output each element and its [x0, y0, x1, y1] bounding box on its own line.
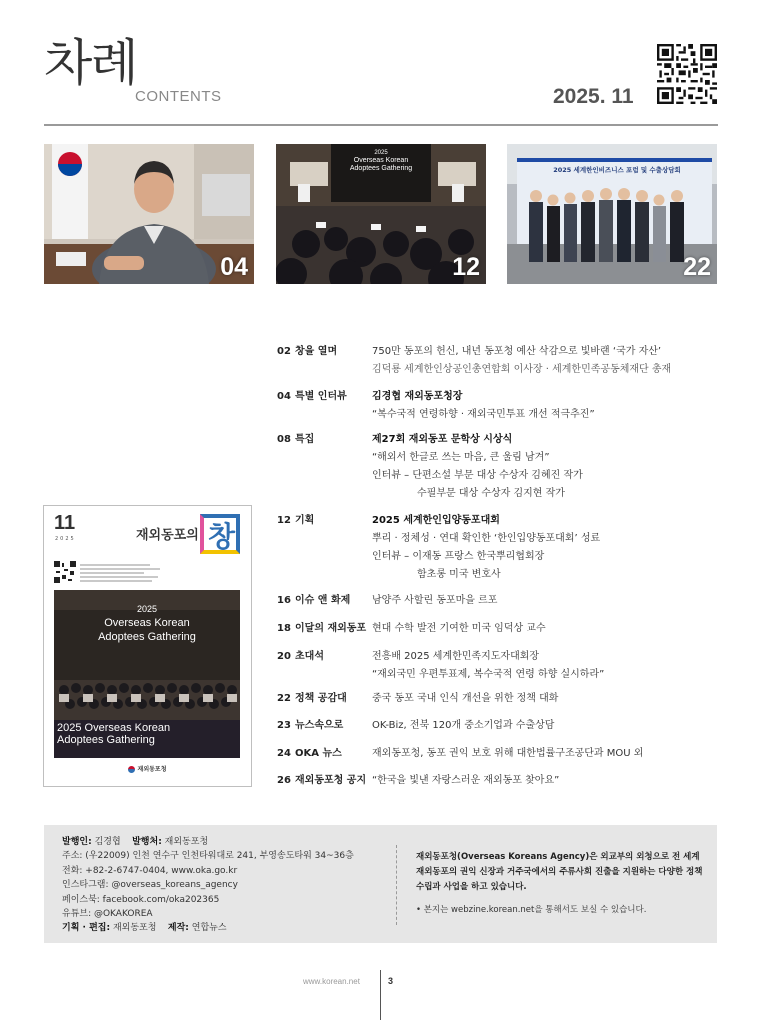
- publisher-label: 발행인:: [62, 837, 92, 847]
- footer-url[interactable]: www.korean.net: [303, 977, 360, 986]
- agency-description: 재외동포청(Overseas Koreans Agency)은 외교부의 외청으로 전 세계 재외동포의 권익 신장과 거주국에서의 주류사회 진출을 지원하는 다양한 정책 수립과 사업을 하고 있습니다.: [416, 852, 703, 892]
- toc-section-label: 특별 인터뷰: [295, 391, 347, 402]
- youtube[interactable]: 유튜브: @OKAKOREA: [62, 909, 153, 920]
- toc-section-label: 재외동포청 공지: [295, 775, 367, 786]
- toc-line: 인터뷰 – 단편소설 부문 대상 수상자 김혜진 작가: [372, 470, 583, 481]
- cover-photo-year: 2025: [136, 604, 158, 614]
- colophon-divider: [396, 845, 397, 925]
- cover-caption-line2: Adoptees Gathering: [57, 734, 155, 746]
- planning-label: 기획 · 편집:: [62, 923, 111, 934]
- toc-page-number: 16: [277, 595, 291, 606]
- page-title: 차례: [44, 34, 137, 92]
- cover-photo-line1: Overseas Korean: [104, 617, 190, 629]
- photo-interview[interactable]: [44, 144, 254, 284]
- agency-info: [416, 850, 706, 918]
- toc-page-number: 08: [277, 434, 291, 445]
- publisher-emblem-icon: [128, 766, 135, 773]
- toc-page-number: 04: [277, 391, 291, 402]
- facebook[interactable]: 페이스북: facebook.com/oka202365: [62, 894, 220, 905]
- phone-website[interactable]: 전화: +82-2-6747-0404, www.oka.go.kr: [62, 865, 238, 876]
- toc-entry[interactable]: [277, 772, 727, 790]
- page-subtitle: CONTENTS: [135, 88, 222, 105]
- colophon-details: [62, 835, 354, 936]
- toc-page-number: 26: [277, 775, 291, 786]
- toc-section-label: 정책 공감대: [295, 693, 347, 704]
- toc-line: 2025 세계한인입양동포대회: [372, 515, 500, 526]
- toc-entry[interactable]: [277, 388, 727, 424]
- webzine-note[interactable]: • 본지는 webzine.korean.net을 통해서도 보실 수 있습니다.: [416, 905, 647, 915]
- page-number: 3: [388, 976, 394, 986]
- cover-magazine-name: 재외동포의: [136, 528, 199, 543]
- cover-issue-number: 11: [54, 512, 76, 534]
- toc-line: 수필부문 대상 수상자 김지현 작가: [417, 488, 565, 499]
- issuer-name: 재외동포청: [164, 837, 209, 847]
- qr-code-icon[interactable]: [657, 44, 717, 104]
- photo-page-number: 22: [683, 253, 711, 281]
- toc-line: 남양주 사할린 동포마을 르포: [372, 595, 498, 606]
- footer-divider: [380, 970, 381, 1020]
- toc-section-label: OKA 뉴스: [295, 748, 342, 759]
- toc-section-label: 특집: [295, 434, 315, 445]
- cover-contents-list: [80, 562, 160, 584]
- toc-entry[interactable]: [277, 717, 727, 735]
- cover-caption-line1: 2025 Overseas Korean: [57, 722, 171, 734]
- toc-line: 전흥배 2025 세계한민족지도자대회장: [372, 651, 540, 662]
- toc-line: “복수국적 연령하향 · 재외국민투표 개선 적극추진”: [372, 409, 595, 420]
- planning-name: 재외동포청: [112, 923, 157, 934]
- toc-line: 뿌리 · 정체성 · 연대 확인한 ‘한인입양동포대회’ 성료: [372, 533, 601, 544]
- toc-line: OK-Biz, 전북 120개 중소기업과 수출상담: [372, 720, 555, 731]
- instagram[interactable]: 인스타그램: @overseas_koreans_agency: [62, 880, 238, 891]
- toc-section-label: 이슈 앤 화제: [295, 595, 351, 606]
- toc-line: “한국을 빛낸 자랑스러운 재외동포 찾아요”: [372, 775, 560, 786]
- toc-entry[interactable]: [277, 745, 727, 763]
- toc-line: 함초롱 미국 변호사: [417, 569, 501, 580]
- issuer-label: 발행처:: [132, 837, 162, 847]
- gathering-year: 2025: [374, 150, 388, 156]
- production-name: 연합뉴스: [191, 923, 227, 934]
- toc-page-number: 02: [277, 346, 291, 357]
- gathering-line1: Overseas Korean: [353, 157, 409, 164]
- toc-line: “재외국민 우편투표제, 복수국적 연령 하향 실시하라”: [372, 669, 605, 680]
- gathering-line2: Adoptees Gathering: [349, 165, 413, 172]
- toc-entry[interactable]: [277, 648, 727, 684]
- toc-page-number: 22: [277, 693, 291, 704]
- photo-gathering[interactable]: [276, 144, 486, 284]
- toc-entry[interactable]: [277, 620, 727, 638]
- photo-forum[interactable]: [507, 144, 717, 284]
- toc-section-label: 기획: [295, 515, 315, 526]
- toc-line: 김경협 재외동포청장: [372, 391, 463, 402]
- issue-date: 2025. 11: [553, 85, 634, 108]
- header-divider: [44, 124, 718, 126]
- toc-entry[interactable]: [277, 512, 727, 584]
- toc-line: 인터뷰 – 이재동 프랑스 한국뿌리협회장: [372, 551, 545, 562]
- toc-entry[interactable]: [277, 343, 727, 379]
- toc-section-label: 창을 열며: [295, 346, 338, 357]
- toc-section-label: 이달의 재외동포: [295, 623, 367, 634]
- cover-photo-line2: Adoptees Gathering: [98, 631, 196, 643]
- toc-line: 재외동포청, 동포 권익 보호 위해 대한법률구조공단과 MOU 외: [372, 748, 644, 759]
- toc-page-number: 18: [277, 623, 291, 634]
- toc-line: 중국 동포 국내 인식 개선을 위한 정책 대화: [372, 693, 559, 704]
- publisher-name: 김경협: [94, 837, 121, 847]
- photo-page-number: 12: [452, 253, 480, 281]
- toc-page-number: 12: [277, 515, 291, 526]
- toc-entry[interactable]: [277, 690, 727, 708]
- toc-entry[interactable]: [277, 592, 727, 610]
- toc-line: “해외서 한글로 쓰는 마음, 큰 울림 남겨”: [372, 452, 550, 463]
- cover-photo: [54, 590, 240, 758]
- toc-page-number: 20: [277, 651, 291, 662]
- toc-section-label: 뉴스속으로: [295, 720, 344, 731]
- toc-line: 김덕룡 세계한인상공인총연합회 이사장 · 세계한민족공동체재단 총재: [372, 364, 672, 375]
- photo-page-number: 04: [220, 253, 248, 281]
- cover-year: 2025: [55, 536, 76, 542]
- toc-line: 750만 동포의 헌신, 내년 동포청 예산 삭감으로 빛바랜 ‘국가 자산’: [372, 346, 662, 357]
- cover-qr-icon: [54, 561, 76, 583]
- production-label: 제작:: [167, 923, 189, 934]
- toc-page-number: 24: [277, 748, 291, 759]
- toc-entry[interactable]: [277, 431, 727, 503]
- cover-magazine-name-big: 창: [208, 520, 236, 553]
- cover-publisher-logo: 재외동포청: [137, 766, 167, 773]
- magazine-cover[interactable]: [43, 505, 252, 787]
- colophon-box: [44, 825, 717, 943]
- toc-line: 제27회 재외동포 문학상 시상식: [372, 434, 513, 445]
- toc-page-number: 23: [277, 720, 291, 731]
- toc-line: 현대 수학 발전 기여한 미국 임덕상 교수: [372, 623, 546, 634]
- forum-banner: 2025 세계한인비즈니스 포럼 및 수출상담회: [553, 166, 681, 174]
- address: 주소: (우22009) 인천 연수구 인천타워대로 241, 부영송도타워 34~36층: [62, 851, 354, 862]
- toc-section-label: 초대석: [295, 651, 324, 662]
